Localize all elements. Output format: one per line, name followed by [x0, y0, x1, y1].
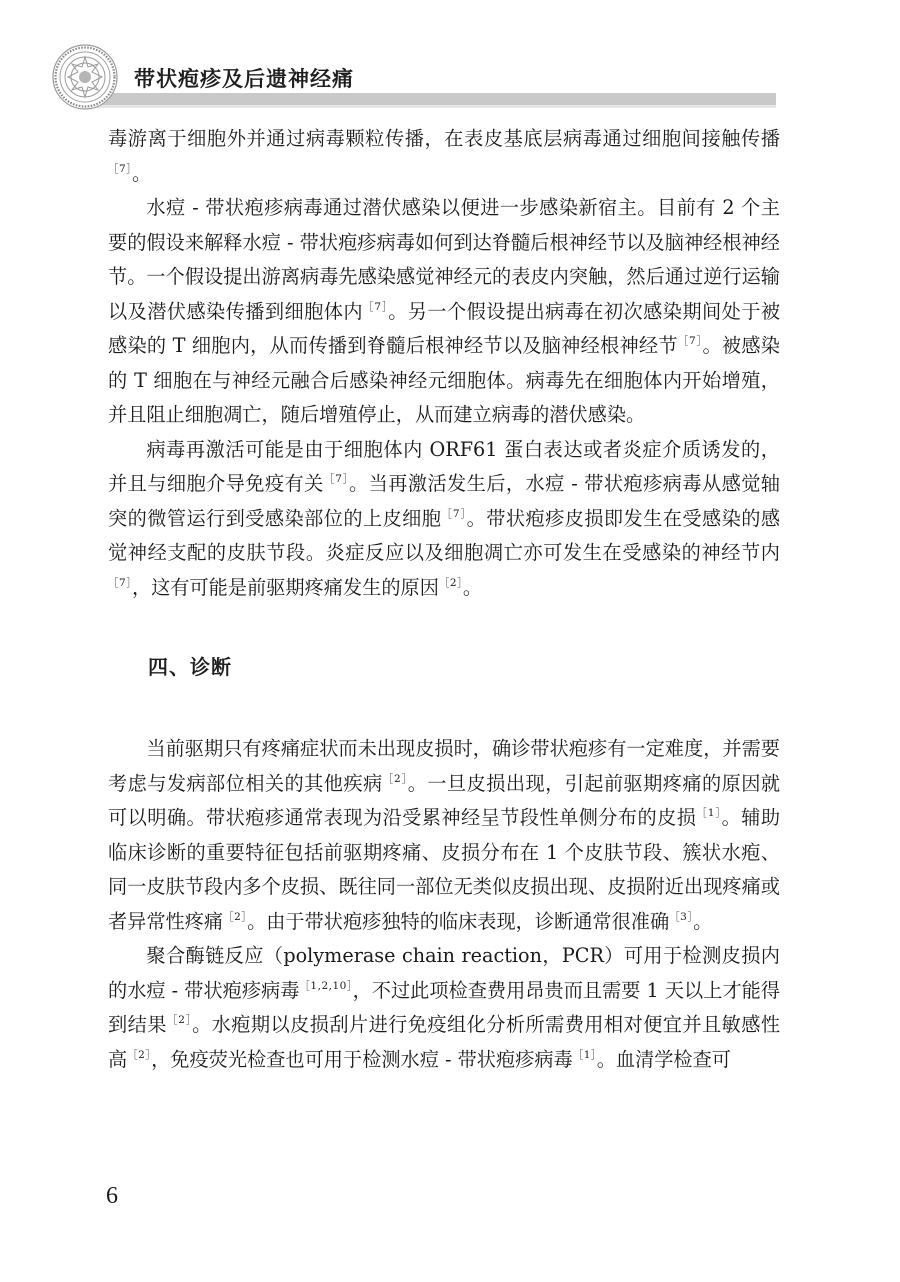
paragraph-text: 。由于带状疱疹独特的临床表现，诊断通常很准确	[247, 909, 670, 933]
citation-ref: ［7］	[441, 507, 467, 520]
paragraph-text: 。一旦皮损出现，引起前驱期疼痛的原因就可以明确。带状疱疹通常表现为沿受累神经呈节段性单侧分布的皮损	[108, 771, 781, 829]
running-header-title: 带状疱疹及后遗神经痛	[134, 67, 354, 91]
section-heading: 四、诊断	[148, 655, 232, 679]
paragraph-text: ，不过此项检查费用昂贵而且需要 1 天以上才能得到结果	[108, 978, 781, 1036]
body-text	[108, 122, 780, 1077]
citation-ref: ［7］	[323, 473, 349, 485]
paragraphs-before-section	[108, 122, 780, 605]
paragraph	[108, 122, 780, 191]
paragraph-text: 。被感染的 T 细胞在与神经元融合后感染神经元细胞体。病毒先在细胞体内开始增殖，并且阻止细胞凋亡，随后增殖停止，从而建立病毒的潜伏感染。	[108, 334, 780, 426]
ornamental-seal-icon	[52, 44, 118, 110]
citation-ref: ［7］	[362, 300, 389, 313]
paragraph-text: 。	[462, 575, 483, 599]
paragraph-text: 水痘 - 带状疱疹病毒通过潜伏感染以便进一步感染新宿主。目前有 2 个主要的假设来解释水痘 - 带状疱疹病毒如何到达脊髓后根神经节以及脑神经根神经节。一个假设提出游离病毒先感染感觉神经元的表皮内突触，然后通过逆行运输以及潜伏感染传播到细胞体内	[108, 196, 780, 323]
citation-ref: ［2］	[438, 576, 463, 589]
citation-ref: ［2］	[382, 772, 408, 785]
paragraph	[108, 732, 780, 939]
paragraph-text: 。当再激活发生后，水痘 - 带状疱疹病毒从感觉轴突的微管运行到受感染部位的上皮细胞	[108, 472, 780, 530]
paragraph-text: 。另一个假设提出病毒在初次感染期间处于被感染的 T 细胞内，从而传播到脊髓后根神经节以及脑神经根神经节	[108, 299, 781, 357]
paragraph-text: 。辅助临床诊断的重要特征包括前驱期疼痛、皮损分布在 1 个皮肤节段、簇状水疱、同一皮肤节段内多个皮损、既往同一部位无类似皮损出现、皮损附近出现疼痛或者异常性疼痛	[108, 806, 781, 933]
citation-ref: ［1］	[572, 1048, 597, 1061]
citation-ref: ［2］	[223, 910, 248, 923]
paragraph	[108, 191, 780, 433]
citation-ref: ［3］	[669, 910, 694, 923]
paragraph-text: 。水疱期以皮损刮片进行免疫组化分析所需费用相对便宜并且敏感性高	[108, 1013, 781, 1071]
paragraph-text: 毒游离于细胞外并通过病毒颗粒传播，在表皮基底层病毒通过细胞间接触传播	[108, 127, 780, 150]
citation-ref: ［2］	[166, 1014, 193, 1026]
paragraph	[108, 433, 780, 606]
paragraph-text: ，免疫荧光检查也可用于检测水痘 - 带状疱疹病毒	[151, 1047, 573, 1071]
paragraph-text: 。	[131, 161, 152, 185]
paragraph-text: 。带状疱疹皮损即发生在受感染的感觉神经支配的皮肤节段。炎症反应以及细胞凋亡亦可发生在受感染的神经节内	[108, 506, 781, 564]
paragraph-text: 。血清学检查可	[596, 1047, 731, 1071]
citation-ref: ［1,2,10］	[299, 979, 353, 992]
running-header	[0, 0, 900, 130]
citation-ref: ［7］	[108, 576, 132, 589]
paragraph-text: 病毒再激活可能是由于细胞体内 ORF61 蛋白表达或者炎症介质诱发的，并且与细胞介导免疫有关	[108, 437, 780, 495]
paragraph-text: 聚合酶链反应（polymerase chain reaction，PCR）可用于检测皮损内的水痘 - 带状疱疹病毒	[108, 944, 780, 1002]
citation-ref: ［1］	[696, 807, 722, 819]
header-band-shadow	[92, 105, 776, 108]
citation-ref: ［7］	[677, 335, 703, 347]
page-number: 6	[106, 1183, 118, 1209]
paragraphs-after-section	[108, 732, 780, 1077]
citation-ref: ［2］	[127, 1048, 152, 1061]
paragraph-text: 当前驱期只有疼痛症状而未出现皮损时，确诊带状疱疹有一定难度，并需要考虑与发病部位相关的其他疾病	[108, 737, 780, 795]
citation-ref: ［7］	[108, 162, 132, 175]
paragraph-text: 。	[693, 909, 713, 933]
paragraph-text: ，这有可能是前驱期疼痛发生的原因	[131, 575, 439, 599]
header-band	[92, 93, 776, 105]
paragraph	[108, 939, 780, 1077]
